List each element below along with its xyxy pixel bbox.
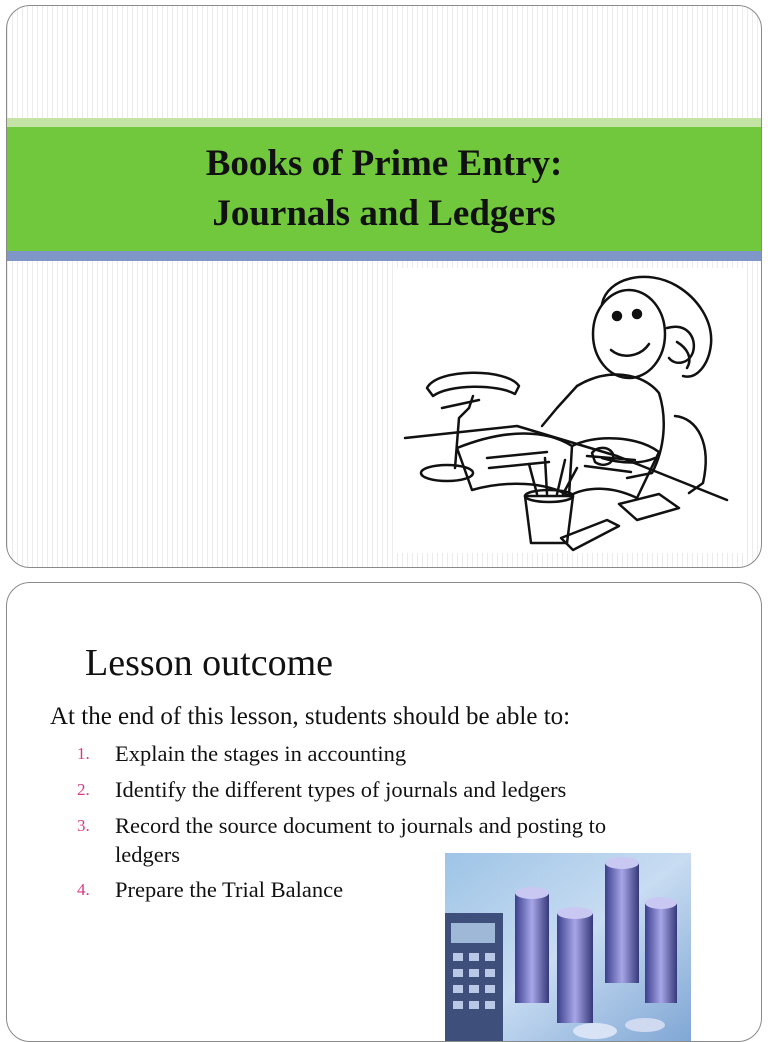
list-item-text: Prepare the Trial Balance (115, 877, 344, 902)
list-number: 2. (77, 780, 90, 799)
calculator-icon (445, 913, 503, 1042)
title-slide (6, 5, 762, 568)
title-line-1: Books of Prime Entry: (205, 143, 563, 184)
lesson-outcome-slide (6, 582, 762, 1042)
title-bottom-strip (7, 251, 761, 261)
title-band (7, 127, 761, 251)
list-item-text: Identify the different types of journals and ledgers (115, 777, 567, 802)
intro-text: At the end of this lesson, students should be able to: (50, 703, 571, 730)
list-number: 3. (77, 816, 90, 835)
list-item-text: Record the source document to journals and posting to ledgers (115, 813, 607, 867)
cartoon-illustration (397, 268, 743, 553)
title-top-strip (7, 118, 761, 127)
list-item (77, 739, 657, 769)
list-item (77, 775, 657, 805)
list-number: 1. (77, 744, 90, 763)
list-item-text: Explain the stages in accounting (115, 741, 407, 766)
title-line-2: Journals and Ledgers (212, 193, 556, 234)
list-number: 4. (77, 880, 90, 899)
slide-heading: Lesson outcome (85, 642, 334, 684)
coins-photo (445, 853, 691, 1042)
